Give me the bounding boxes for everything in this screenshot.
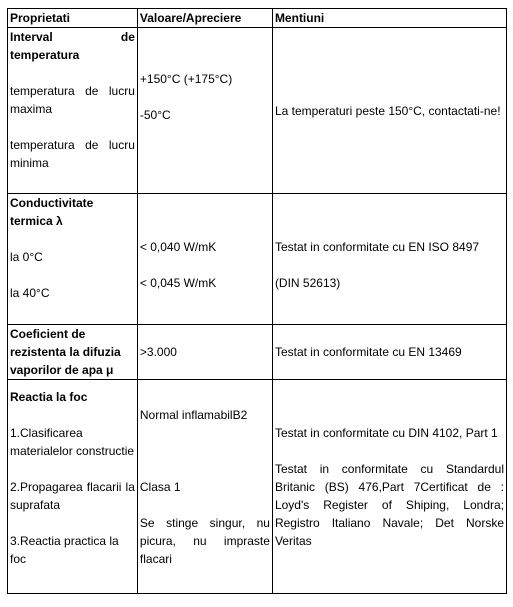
note-text: (DIN 52613) (274, 276, 341, 290)
property-title: rezistenta la difuzia (10, 345, 121, 359)
header-mentions: Mentiuni (272, 9, 506, 28)
property-title: Coeficient de (10, 327, 86, 341)
value-text: +150°C (+175°C) (139, 72, 233, 86)
property-subitem: 3.Reactia practica la foc (10, 534, 119, 566)
note-text: Testat in conformitate cu EN ISO 8497 (274, 240, 480, 254)
value-cell (137, 325, 272, 380)
table-row (8, 380, 507, 594)
note-text: Testat in conformitate cu DIN 4102, Part 1 (274, 426, 498, 440)
property-subitem: materialelor constructie (10, 444, 135, 458)
property-subitem: minima (10, 156, 49, 170)
table-row (8, 194, 507, 325)
property-title: Conductivitate (10, 196, 94, 210)
note-text: Testat in conformitate cu EN 13469 (274, 345, 462, 359)
value-cell (137, 194, 272, 325)
table-header-row (8, 9, 507, 28)
note-text: Testat in conformitate cu Standardul (274, 462, 504, 476)
property-cell (8, 194, 138, 325)
note-cell (272, 194, 506, 325)
value-text: >3.000 (139, 345, 177, 359)
property-subitem: temperatura de lucru (10, 84, 135, 98)
property-subitem: 2.Propagarea flacarii la (10, 480, 135, 494)
value-cell (137, 380, 272, 594)
value-text: < 0,040 W/mK (139, 240, 217, 254)
value-text: Clasa 1 (139, 480, 181, 494)
value-text: Normal inflamabilB2 (139, 408, 248, 422)
property-subitem: maxima (10, 102, 53, 116)
property-subitem: 1.Clasificarea (10, 426, 83, 440)
table-row (8, 325, 507, 380)
property-cell (8, 28, 138, 194)
note-text: Britanic (BS) 476,Part 7Certificat de : (274, 480, 504, 494)
value-text: < 0,045 W/mK (139, 276, 217, 290)
note-text: La temperaturi peste 150°C, contactati-ne! (274, 103, 501, 118)
property-subitem: la 0°C (10, 250, 43, 264)
property-subitem: suprafata (10, 498, 61, 512)
note-cell (272, 28, 506, 194)
header-properties: Proprietati (8, 9, 138, 28)
value-text: Se stinge singur, nu (139, 516, 270, 530)
property-subitem: temperatura de lucru (10, 138, 135, 152)
value-text: -50°C (139, 108, 171, 122)
property-cell (8, 380, 138, 594)
property-title: termica λ (10, 214, 63, 228)
note-cell (272, 325, 506, 380)
value-cell (137, 28, 272, 194)
header-value: Valoare/Apreciere (137, 9, 272, 28)
property-title: vaporilor de apa μ (10, 363, 114, 377)
property-title: Reactia la foc (10, 390, 88, 404)
property-title: temperatura (10, 48, 80, 62)
note-text: Veritas (274, 534, 312, 548)
property-cell (8, 325, 138, 380)
table-row (8, 28, 507, 194)
note-text: Registro Italiano Navale; Det Norske (274, 516, 504, 530)
property-subitem: la 40°C (10, 286, 50, 300)
value-text: flacari (139, 552, 172, 566)
value-text: picura, nu impraste (139, 534, 270, 548)
note-cell (272, 380, 506, 594)
property-title: Interval de (10, 30, 135, 44)
properties-table (7, 8, 507, 594)
note-text: Loyd's Register of Shiping, Londra; (274, 498, 504, 512)
